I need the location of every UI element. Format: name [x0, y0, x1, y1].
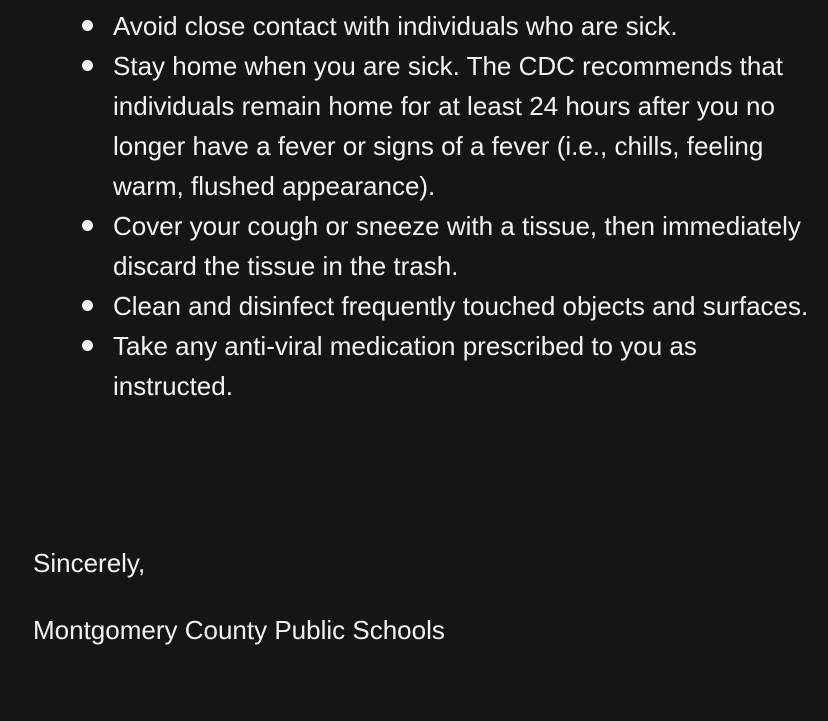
bullet-text: Avoid close contact with individuals who are sick.	[113, 11, 678, 41]
list-item	[0, 206, 828, 286]
bullet-icon	[82, 60, 93, 71]
list-item	[0, 286, 828, 326]
closing-text: Sincerely,	[33, 548, 146, 578]
bullet-text: Stay home when you are sick. The CDC recommends that individuals remain home for at least 24 hours after you no longer have a fever or signs of a fever (i.e., chills, feeling warm, flushed appearance).	[113, 51, 784, 201]
list-item	[0, 326, 828, 406]
bullet-text: Cover your cough or sneeze with a tissue, then immediately discard the tissue in the trash.	[113, 211, 801, 281]
bullet-list	[0, 6, 828, 406]
bullet-text: Take any anti-viral medication prescribed to you as instructed.	[113, 331, 697, 401]
bullet-icon	[82, 340, 93, 351]
bullet-icon	[82, 20, 93, 31]
signature-text: Montgomery County Public Schools	[33, 615, 445, 645]
bullet-icon	[82, 220, 93, 231]
list-item	[0, 46, 828, 206]
bullet-text: Clean and disinfect frequently touched objects and surfaces.	[113, 291, 809, 321]
bullet-icon	[82, 300, 93, 311]
list-item	[0, 6, 828, 46]
